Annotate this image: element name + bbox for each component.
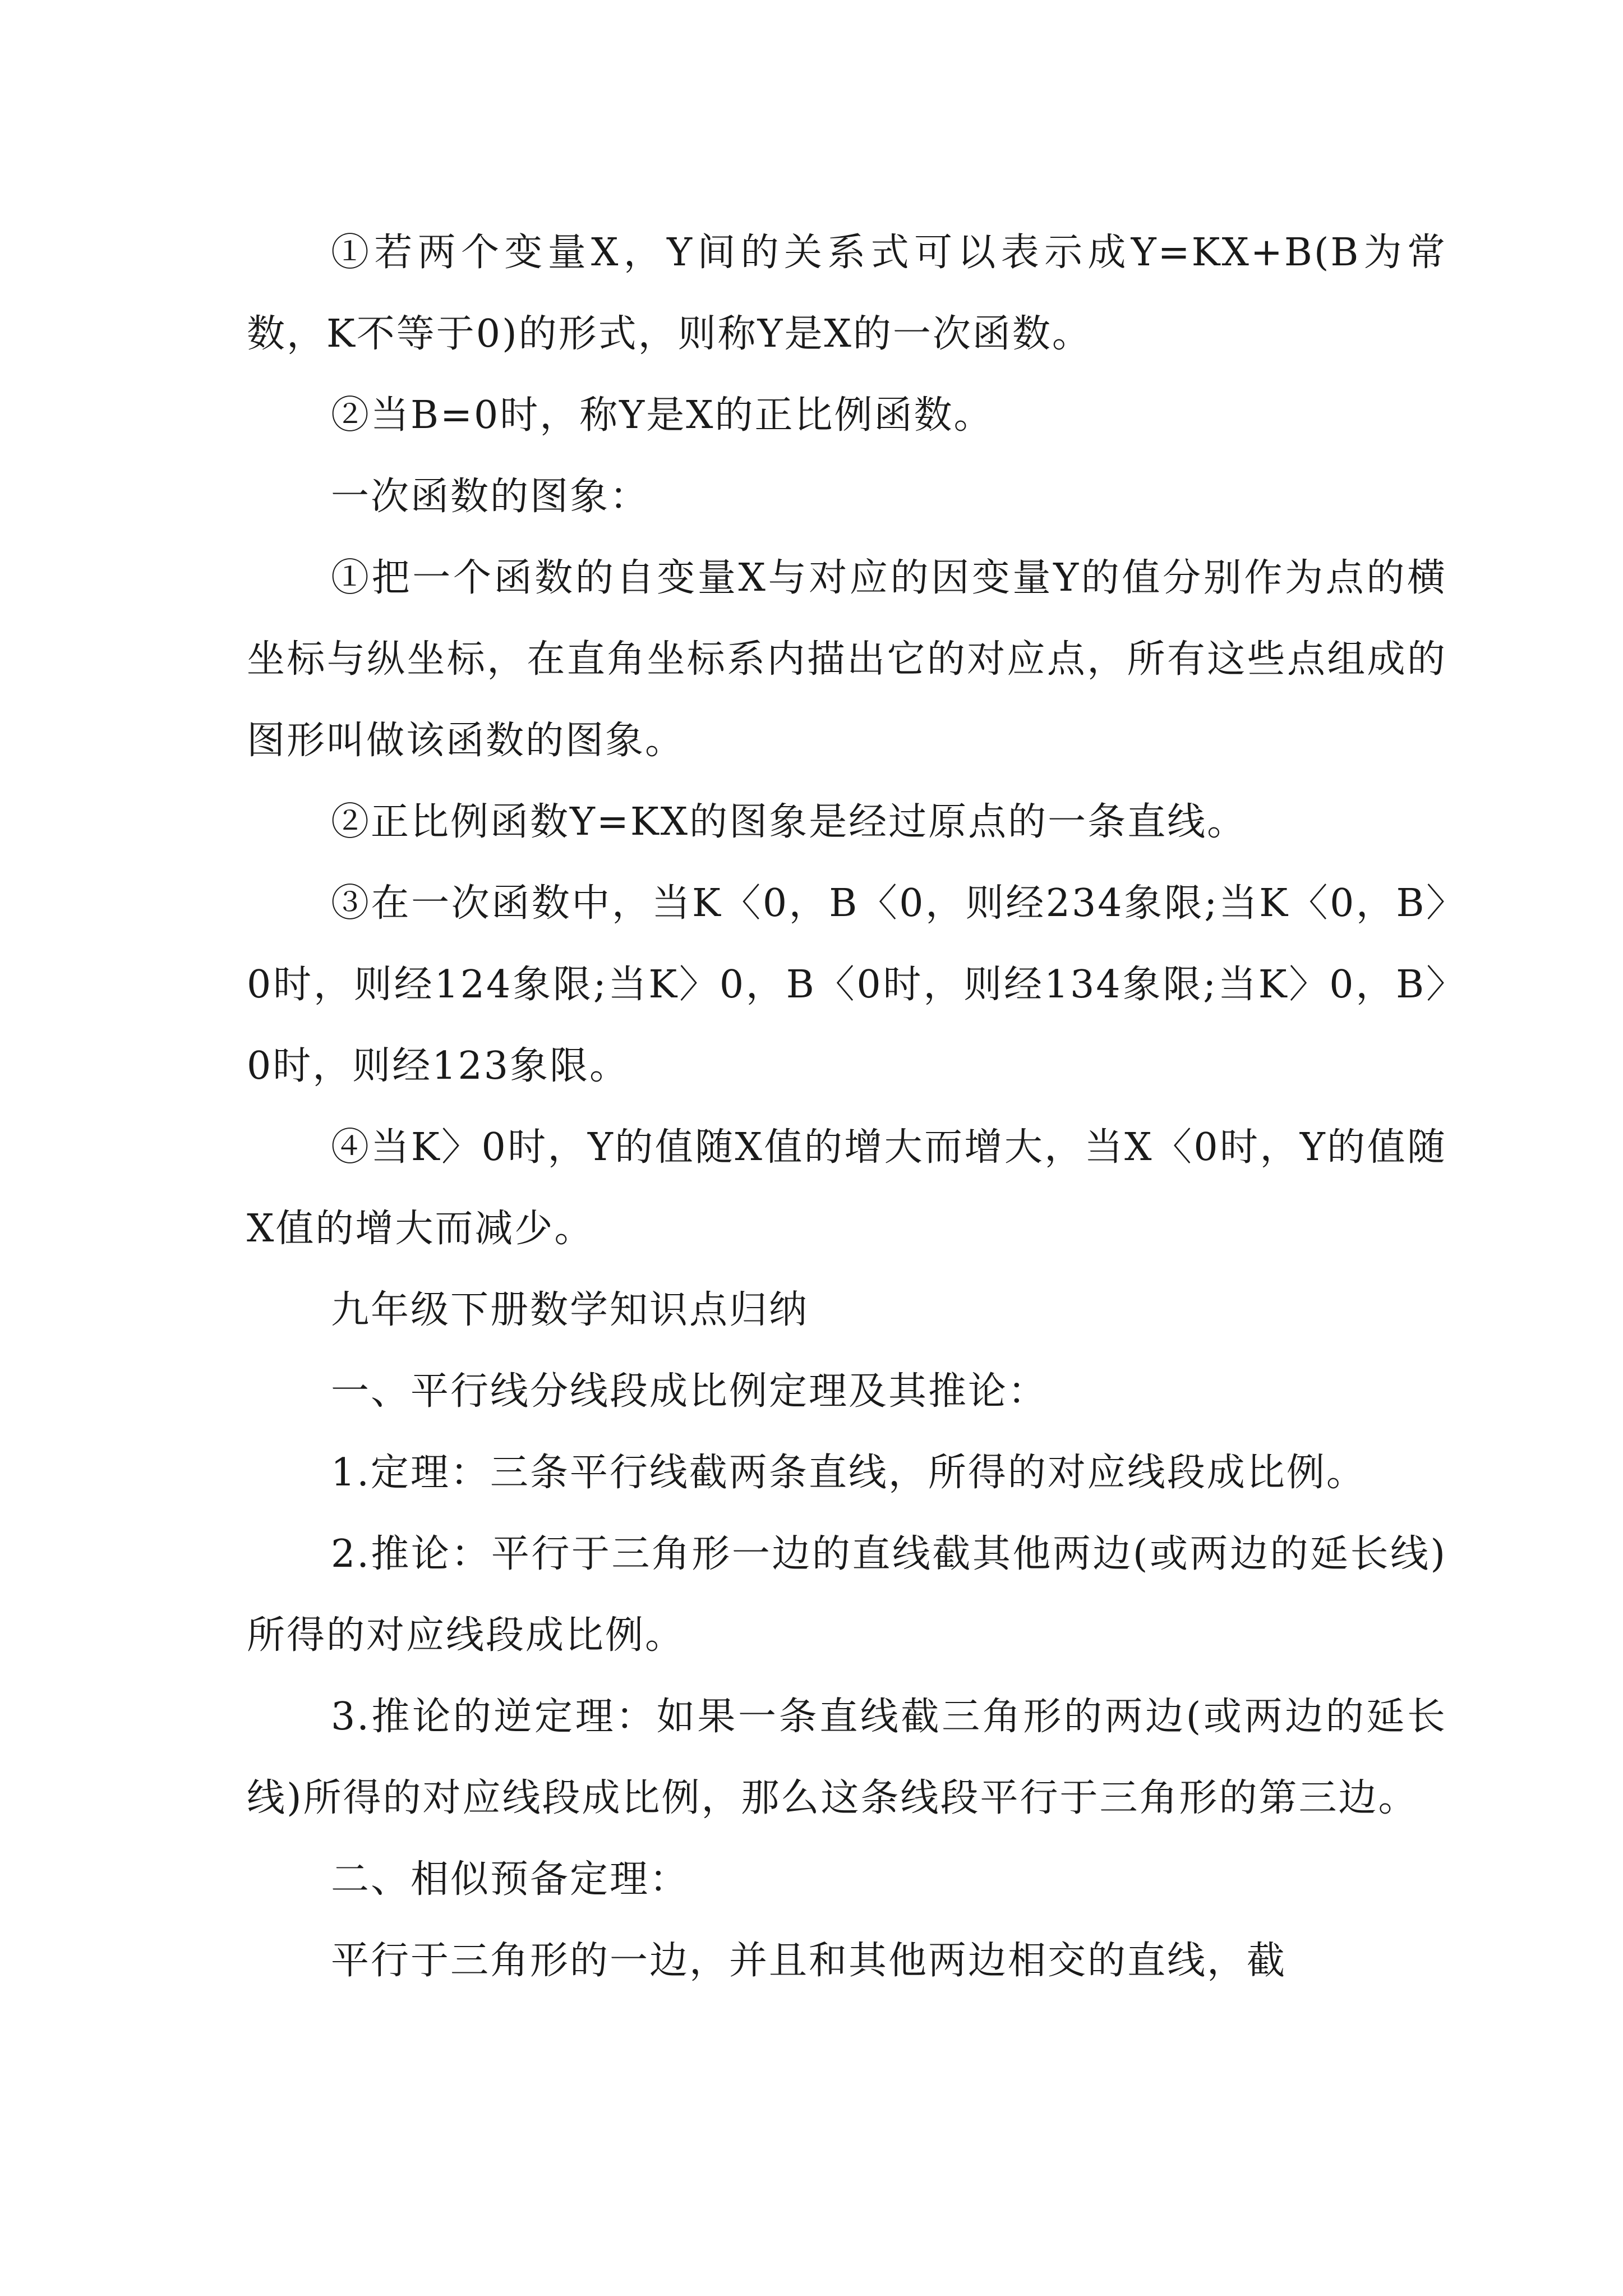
paragraph-similarity-statement: 平行于三角形的一边，并且和其他两边相交的直线，截 [331,1939,1287,1983]
section-title-grade9-math: 九年级下册数学知识点归纳 [331,1288,809,1332]
paragraph-linear-function-definition: ①若两个变量X，Y间的关系式可以表示成Y=KX+B(B为常数，K不等于0)的形式，则称Y是X的一次函数。 [247,231,1447,356]
paragraph-corollary: 2.推论：平行于三角形一边的直线截其他两边(或两边的延长线)所得的对应线段成比例。 [247,1532,1447,1658]
heading-similarity-preliminary-theorem: 二、相似预备定理： [331,1857,690,1902]
heading-linear-function-graph: 一次函数的图象： [331,475,650,519]
paragraph-converse: 3.推论的逆定理：如果一条直线截三角形的两边(或两边的延长线)所得的对应线段成比例，那么这条线段平行于三角形的第三边。 [247,1695,1447,1820]
document-body [247,212,1447,2001]
paragraph-theorem: 1.定理：三条平行线截两条直线，所得的对应线段成比例。 [331,1451,1366,1495]
heading-parallel-lines-theorem: 一、平行线分线段成比例定理及其推论： [331,1369,1048,1414]
paragraph-monotonicity: ④当K〉0时，Y的值随X值的增大而增大，当X〈0时，Y的值随X值的增大而减少。 [247,1125,1447,1251]
paragraph-proportional-function: ②当B=0时，称Y是X的正比例函数。 [331,393,994,438]
paragraph-graph-definition: ①把一个函数的自变量X与对应的因变量Y的值分别作为点的横坐标与纵坐标，在直角坐标系内描出它的对应点，所有这些点组成的图形叫做该函数的图象。 [247,556,1447,763]
paragraph-proportional-graph: ②正比例函数Y=KX的图象是经过原点的一条直线。 [331,800,1247,844]
paragraph-quadrants: ③在一次函数中，当K〈0，B〈0，则经234象限;当K〈0，B〉0时，则经124象限;当K〉0，B〈0时，则经134象限;当K〉0，B〉0时，则经123象限。 [247,881,1447,1088]
